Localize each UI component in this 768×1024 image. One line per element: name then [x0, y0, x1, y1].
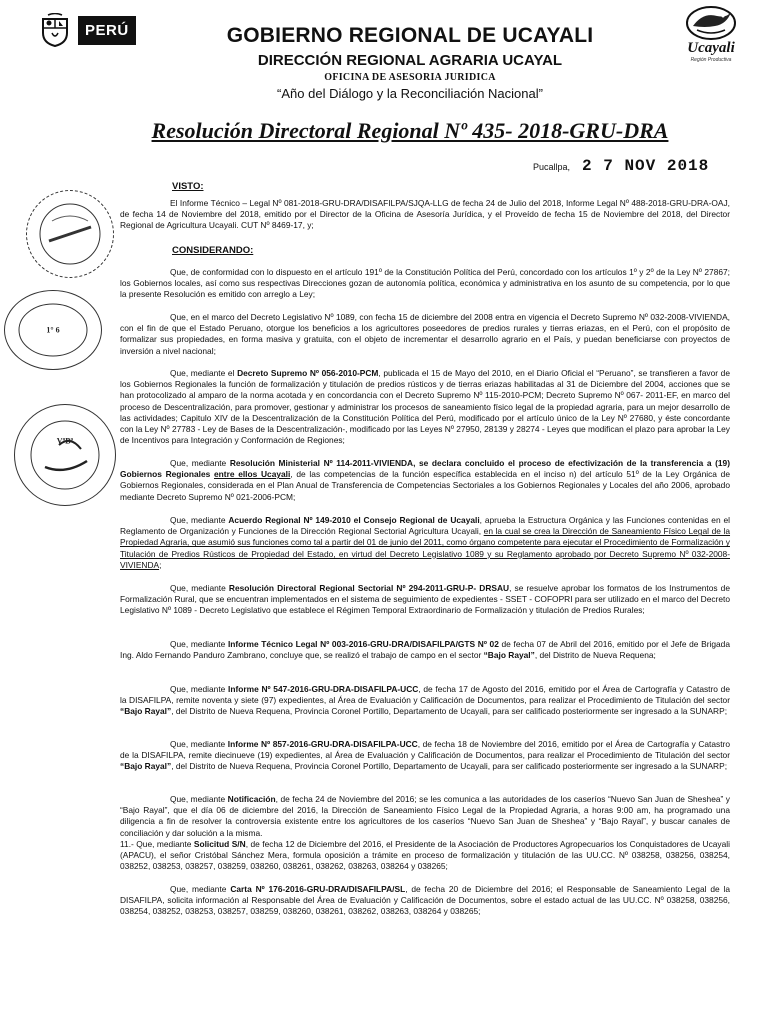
seal-stamp-3 — [14, 404, 116, 506]
visto-label: VISTO: — [172, 181, 204, 192]
considerando-paragraph-11: 11.- Que, mediante Solicitud S/N, de fecha 12 de Diciembre del 2016, el Presidente de la Asociación de Productores Agropecuarios los Conquistadores de Ucayali (APACU), el señor Cristóbal Sánchez Mera, formula oposición a trámite en proceso de formalización y titulación de las UU.CC. Nº 038258, 038256, 038254, 038252, 038253, 038257, 038259, 038260, 038261, 038262, 038263, 038264 y 038265; — [120, 839, 731, 872]
ucayali-logo-word: Ucayali — [687, 40, 735, 56]
considerando-paragraph-6: Que, mediante Resolución Directoral Regional Sectorial Nº 294-2011-GRU-P- DRSAU, se resuelve aprobar los formatos de los Instrumentos de Formalización Rural, que se encuentran implementados en el sistema de seguimiento de expedientes - SSET - COFOPRI para ser utilizado en el marco del Decreto Legislativo Nº 1089 - Decreto Legislativo que establece el Régimen Temporal Extraordinario de Formalización y titulación de Predios Rurales; — [120, 583, 731, 616]
considerando-label: CONSIDERANDO: — [172, 245, 254, 256]
seal-stamp-1 — [26, 190, 114, 278]
seal-stamp-3-text: VºBº — [56, 436, 74, 446]
date-line — [533, 157, 733, 175]
page-title: GOBIERNO REGIONAL DE UCAYALI — [226, 24, 594, 47]
visto-paragraph: El Informe Técnico – Legal Nº 081-2018-GRU-DRA/DISAFILPA/SJQA-LLG de fecha 24 de Julio del 2018, Informe Legal Nº 488-2018-GRU-DRA-OAJ, de fecha 14 de Noviembre del 2018, emitido por el Director de la Oficina de Asesoría Jurídica, y el Proveído de fecha 15 de Noviembre del 2018, del Director Regional de Agricultura Ucayali. CUT Nº 8469-17, y; — [120, 198, 730, 231]
considerando-paragraph-10: Que, mediante Notificación, de fecha 24 de Noviembre del 2016; se les comunica a las autoridades de los caseríos “Nuevo San Juan de Sheshea” y “Bajo Rayal”, que el día 06 de diciembre del 2016, la Dirección de Saneamiento Físico Legal de la Propiedad Agraria, a horas 9:00 am, ha programado una diligencia a fin de resolver la controversia existente entre los agricultores de los caseríos “Nuevo San Juan de Sheshea” y “Bajo Rayal”, y buscar canales de conciliación y dar solución a la misma. — [120, 794, 730, 838]
bird-emblem-icon — [683, 4, 739, 42]
considerando-paragraph-1: Que, de conformidad con lo dispuesto en el artículo 191º de la Constitución Política del Perú, concordado con los artículos 1º y 2º de la Ley Nº 27867; los Gobiernos locales, así como sus respectivas Direcciones gozan de autonomía política, económica y administrativa en los asunto de su competencia, por lo que la presente Resolución es emitido con arreglo a Ley; — [120, 267, 730, 300]
seal-stamp-2 — [4, 290, 102, 370]
considerando-paragraph-4: Que, mediante Resolución Ministerial Nº 114-2011-VIVIENDA, se declara concluido el proceso de efectivización de la transferencia a (19) Gobiernos Regionales entre ellos Ucayali, de las competencias de la función específica establecida en el inciso n) del artículo 51º de la Ley Orgánica de Gobiernos Regionales, considerada en el Plan Anual de Transferencia de Competencias Sectoriales a los Gobiernos Regionales y Locales del año 2006, aprobado mediante Decreto Supremo Nº 021-2006-PCM; — [120, 458, 730, 502]
ucayali-logo — [672, 4, 750, 68]
coat-of-arms-icon — [40, 13, 70, 47]
considerando-paragraph-2: Que, en el marco del Decreto Legislativo Nº 1089, con fecha 15 de diciembre del 2008 entra en vigencia el Decreto Supremo Nº 032-2008-VIVIENDA, con el fin de que el Estado Peruano, otorgue los beneficios a los agricultores poseedores de predios rurales y tierras eriazas, en el Perú, con el propósito de formalizar sus propiedades, en forma masiva y gratuita, con el objeto de incrementar el desarrollo agrario en el País, y puedan beneficiarse con proyectos de inversión a nivel nacional; — [120, 312, 730, 356]
considerando-paragraph-7: Que, mediante Informe Técnico Legal Nº 003-2016-GRU-DRA/DISAFILPA/GTS Nº 02 de fecha 07 de Abril del 2016, emitido por el Jefe de Brigada Ing. Aldo Fernando Panduro Zambrano, concluye que, se realizó el trabajo de campo en el sector “Bajo Rayal”, del Distrito de Nueva Requena; — [120, 639, 730, 661]
considerando-paragraph-8: Que, mediante Informe Nº 547-2016-GRU-DRA-DISAFILPA-UCC, de fecha 17 de Agosto del 2016, emitido por el Área de Cartografía y Catastro de la DISAFILPA, remite noventa y siete (97) expedientes, al Área de Evaluación y Calificación de Documentos, para realizar el Procedimiento de Titulación del sector “Bajo Rayal”, del Distrito de Nueva Requena, Provincia Coronel Portillo, Departamento de Ucayali, para ser calificado posteriormente ser ingresado a la SUNARP; — [120, 684, 730, 717]
page-subtitle: DIRECCIÓN REGIONAL AGRARIA UCAYAL — [257, 52, 563, 69]
date-city: Pucallpa, — [533, 162, 571, 172]
considerando-paragraph-3: Que, mediante el Decreto Supremo Nº 056-2010-PCM, publicada el 15 de Mayo del 2010, en el Diario Oficial el “Peruano”, se transfieren a favor de los Gobiernos Regionales la función de formalización y titulación de predios rústicos y de tierras eriazas habilitadas al 31 de Diciembre del 2004, acciones que se han protocolizado al amparo de la norma acotada y en concordancia con el Decreto Supremo Nº 115-2010-PCM; Decreto Supremo Nº 067- 2011-EF, en marco del proceso de Descentralización, para promover, gestionar y administrar los procesos de saneamiento físico legal de la propiedad agraria, para un mejor desarrollo de las actividades; Capitulo XIV de la Descentralización de la Constitución Política del Perú, modificado por el artículo único de la Ley Nº 27680, y éste concordante con la Ley Nº 27783 - Ley de Bases de la Descentralización-, modificado por las Leyes Nº 27950, 28139 y 28274 - Leyes que modifican el plazo para aprobar la Ley de Incentivos para Integración y Conformación de Regiones; — [120, 368, 730, 446]
ucayali-logo-tagline: Región Productiva — [690, 57, 732, 63]
considerando-paragraph-9: Que, mediante Informe Nº 857-2016-GRU-DRA-DISAFILPA-UCC, de fecha 18 de Noviembre del 2016, emitido por el Área de Cartografía y Catastro de la DISAFILPA, remite diecinueve (19) expedientes, al Área de Evaluación y Calificación de Documentos, para realizar el Procedimiento de Titulación del sector “Bajo Rayal”, del Distrito de Nueva Requena, Provincia Coronel Portillo, Departamento de Ucayali, para ser calificado posteriormente ser ingresado a la SUNARP; — [120, 739, 731, 772]
office-name: OFICINA DE ASESORIA JURIDICA — [324, 72, 496, 83]
peru-logo — [40, 10, 150, 50]
considerando-paragraph-12: Que, mediante Carta Nº 176-2016-GRU-DRA/DISAFILPA/SL, de fecha 20 de Diciembre del 2016; el Responsable de Saneamiento Legal de la DISAFILPA, solicita información al Responsable del Área de Evaluación y Calificación de Documentos, sobre el estado actual de las UU.CC. Nº 038258, 038256, 038254, 038252, 038253, 038257, 038259, 038260, 038261, 038262, 038263, 038264 y 038265; — [120, 884, 730, 917]
seal-stamp-2-text: 1° 6 — [46, 325, 60, 335]
resolution-title: Resolución Directoral Regional Nº 435- 2018-GRU-DRA — [151, 118, 669, 143]
considerando-paragraph-5: Que, mediante Acuerdo Regional Nº 149-2010 el Consejo Regional de Ucayali, aprueba la Estructura Orgánica y las Funciones contenidas en el Reglamento de Organización y Funciones de la Dirección Regional Sectorial Agricultura Ucayali, en la cual se crea la Dirección de Saneamiento Físico Legal de la Propiedad Agraria, que asumió sus funciones como tal a partir del 01 de junio del 2011, como órgano competente para ejecutar el Procedimiento de Formalización y Titulación de Predios Rústicos de Propiedad del Estado, en virtud del Decreto Legislativo 1089 y su Reglamento aprobado por Decreto Supremo Nº 032-2008-VIVIENDA; — [120, 515, 731, 570]
year-motto: “Año del Diálogo y la Reconciliación Nacional” — [277, 86, 543, 101]
date-stamp: 2 7 NOV 2018 — [582, 157, 710, 175]
peru-badge: PERÚ — [78, 16, 136, 45]
